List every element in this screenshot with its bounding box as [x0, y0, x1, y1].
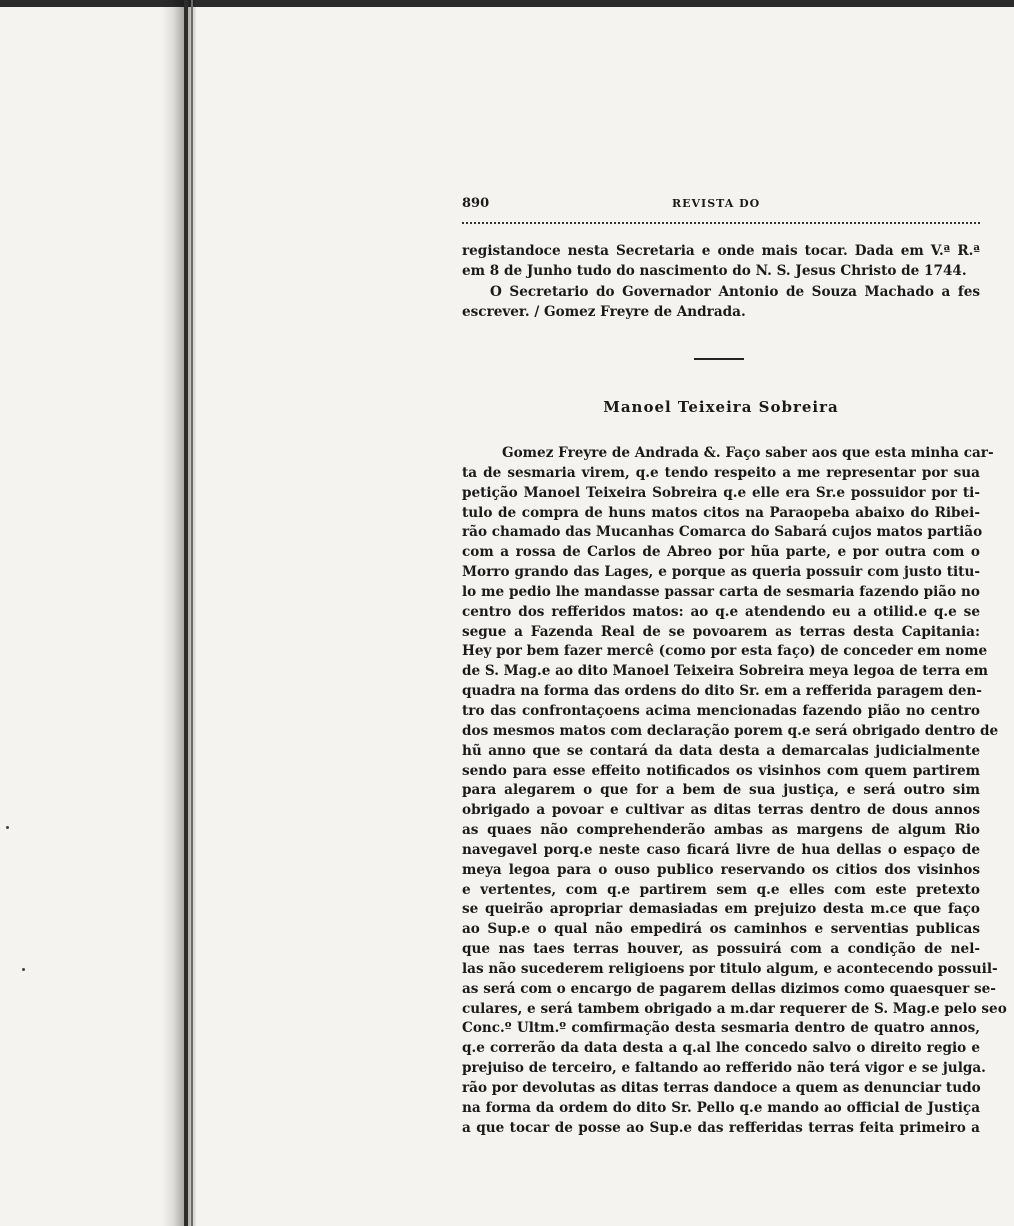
charter-line: e vertentes, com q.e partirem sem q.e elles com este pretexto	[462, 881, 980, 898]
charter-line: q.e correrão da data desta a q.al lhe concedo salvo o direito regio e	[462, 1040, 980, 1057]
charter-line: tulo de compra de huns matos citos na Paraopeba abaixo do Ribei-	[462, 504, 980, 521]
charter-line: meya legoa para o ouso publico reservando os citios dos visinhos	[462, 861, 980, 878]
scan-top-edge	[0, 0, 1014, 7]
charter-line: sendo para esse effeito notificados os visinhos com quem partirem	[462, 762, 980, 779]
charter-line: rão chamado das Mucanhas Comarca do Sabará cujos matos partião	[462, 524, 983, 541]
charter-line: navegavel porq.e neste caso ficará livre de hua dellas o espaço de	[462, 841, 980, 858]
section-title: Manoel Teixeira Sobreira	[603, 398, 839, 416]
charter-line: para alegarem o que for a bem de sua justiça, e será outro sim	[462, 782, 980, 799]
charter-line: de S. Mag.e ao dito Manoel Teixeira Sobreira meya legoa de terra em	[462, 663, 989, 680]
previous-entry-signature: O Secretario do Governador Antonio de Souza Machado a fes escrever. / Gomez Freyre de Andrada.	[462, 283, 980, 321]
charter-line: que nas taes terras houver, as possuirá com a condição de nel-	[462, 941, 980, 958]
charter-line: hũ anno que se contará da data desta a demarcalas judicialmente	[462, 742, 980, 759]
charter-line: prejuiso de terceiro, e faltando ao refferido não terá vigor e se julga.	[462, 1060, 986, 1077]
previous-entry-paragraph: registandoce nesta Secretaria e onde mais tocar. Dada em V.ª R.ª em 8 de Junho tudo do nascimento do N. S. Jesus Christo de 1744.	[462, 243, 980, 280]
header-rule	[462, 222, 980, 224]
charter-line: segue a Fazenda Real de se povoarem as terras desta Capitania:	[462, 623, 980, 640]
charter-line: tro das confrontaçoens acima mencionadas fazendo pião no centro	[462, 702, 980, 719]
book-gutter-line-inner	[191, 0, 193, 1226]
previous-entry	[462, 241, 980, 323]
section-separator	[694, 358, 744, 360]
charter-line: Morro grando das Lages, e porque as queria possuir com justo titu-	[462, 564, 980, 581]
charter-line: culares, e será tambem obrigado a m.dar requerer de S. Mag.e pelo seo	[462, 1000, 1007, 1017]
charter-line: centro dos refferidos matos: ao q.e atendendo eu a otilid.e q.e se	[462, 603, 980, 620]
charter-line: na forma da ordem do dito Sr. Pello q.e mando ao official de Justiça	[462, 1099, 980, 1116]
book-gutter-line	[184, 0, 188, 1226]
charter-line: com a rossa de Carlos de Abreo por hũa parte, e por outra com o	[462, 544, 980, 561]
book-page	[462, 196, 1007, 1136]
charter-line: ta de sesmaria virem, q.e tendo respeito a me representar por sua	[462, 464, 980, 481]
journal-title: REVISTA DO	[672, 197, 761, 210]
page-number: 890	[462, 196, 490, 211]
charter-line: dos mesmos matos com declaração porem q.e será obrigado dentro de	[462, 722, 999, 739]
charter-line: petição Manoel Teixeira Sobreira q.e elle era Sr.e possuidor por ti-	[462, 484, 980, 501]
charter-line: las não sucederem religioens por titulo algum, e acontecendo possuil-	[462, 960, 998, 977]
running-head	[462, 196, 980, 218]
charter-line: Hey por bem fazer mercê (como por esta faço) de conceder em nome	[462, 643, 988, 660]
charter-line: as quaes não comprehenderão ambas as margens de algum Rio	[462, 822, 980, 839]
scan-speck	[6, 826, 9, 829]
charter-line: ao Sup.e o qual não empedirá os caminhos e serventias publicas	[462, 921, 980, 938]
charter-line: a que tocar de posse ao Sup.e das refferidas terras feita primeiro a	[462, 1119, 980, 1136]
charter-line: as será com o encargo de pagarem dellas dizimos como quaesquer se-	[462, 980, 996, 997]
charter-line: se queirão apropriar demasiadas em prejuizo desta m.ce que faço	[462, 901, 980, 918]
charter-line: quadra na forma das ordens do dito Sr. em a refferida paragem den-	[462, 683, 982, 700]
charter-line: Conc.º Ultm.º comfirmação desta sesmaria dentro de quatro annos,	[462, 1020, 980, 1037]
charter-line: lo me pedio lhe mandasse passar carta de sesmaria fazendo pião no	[462, 583, 980, 600]
charter-line: Gomez Freyre de Andrada &. Faço saber aos que esta minha car-	[502, 445, 994, 461]
charter-text	[462, 444, 1007, 1139]
scan-speck	[22, 968, 25, 971]
charter-line: obrigado a povoar e cultivar as ditas terras dentro de dous annos	[462, 802, 980, 819]
charter-line: rão por devolutas as ditas terras dandoce a quem as denunciar tudo	[462, 1080, 981, 1096]
